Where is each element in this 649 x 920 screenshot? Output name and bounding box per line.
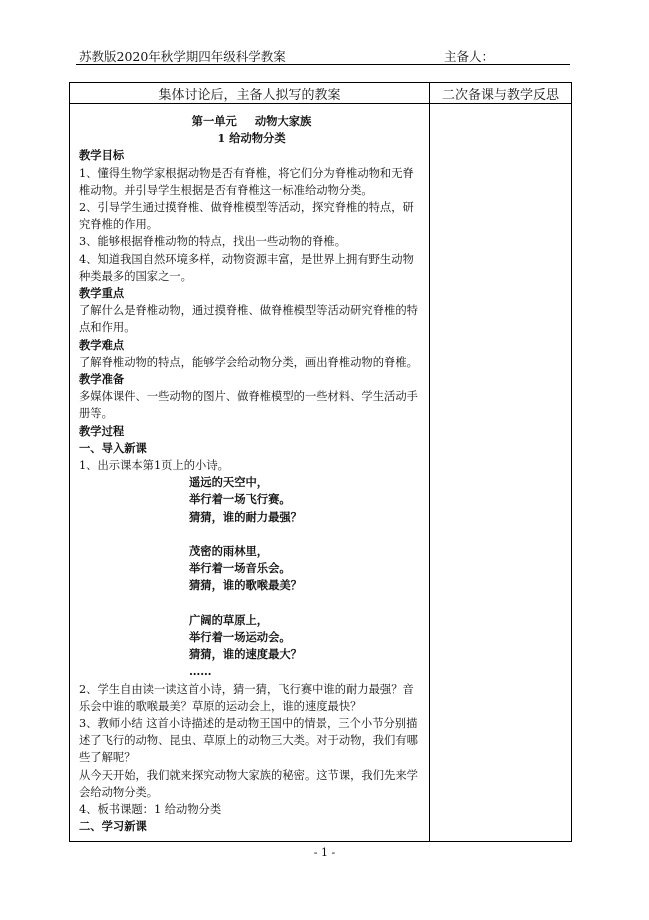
- column-header-reflection: 二次备课与教学反思: [430, 83, 572, 104]
- step-4: 4、板书课题：1 给动物分类: [79, 803, 222, 817]
- goal-item: 3、能够根据脊椎动物的特点，找出一些动物的脊椎。: [79, 235, 347, 249]
- poem-line: 广阔的草原上，: [189, 612, 269, 627]
- preparation-text: 多媒体课件、一些动物的图片、做脊椎模型的一些材料、学生活动手册等。: [79, 390, 418, 421]
- key-points-heading: 教学重点: [79, 286, 125, 301]
- goal-item: 1、懂得生物学家根据动物是否有脊椎，将它们分为脊椎动物和无脊椎动物。并引导学生根据是否有脊椎这一标准给动物分类。: [79, 166, 414, 197]
- lesson-plan-cell: [70, 104, 430, 842]
- poem-line: 猜猜，谁的歌喉最美？: [189, 578, 302, 593]
- goal-item: 2、引导学生通过摸脊椎、做脊椎模型等活动，探究脊椎的特点，研究脊椎的作用。: [79, 201, 414, 232]
- preparer-label: 主备人：: [444, 49, 495, 64]
- step-3: 3、教师小结 这首小诗描述的是动物王国中的情景，三个小节分别描述了飞行的动物、昆虫、草原上的动物三大类。对于动物，我们有哪些了解呢？: [79, 717, 418, 765]
- key-points-text: 了解什么是脊椎动物，通过摸脊椎、做脊椎模型等活动研究脊椎的特点和作用。: [79, 304, 418, 335]
- lesson-title: 1 给动物分类: [217, 131, 286, 146]
- unit-name: 动物大家族: [254, 114, 312, 128]
- page-number: - 1 -: [313, 846, 336, 859]
- poem-line: 举行着一场飞行赛。: [189, 492, 291, 507]
- goals-heading: 教学目标: [79, 148, 125, 163]
- unit-number: 第一单元: [191, 114, 237, 128]
- header-rule: [76, 64, 570, 65]
- document-title: 苏教版2020年秋学期四年级科学教案: [79, 49, 286, 64]
- difficulty-text: 了解脊椎动物的特点，能够学会给动物分类，画出脊椎动物的脊椎。: [79, 355, 418, 369]
- poem-line: 举行着一场音乐会。: [189, 561, 291, 576]
- column-header-lesson-plan: 集体讨论后，主备人拟写的教案: [70, 83, 430, 104]
- part2-heading: 二、学习新课: [79, 819, 147, 834]
- poem-line: 遥远的天空中，: [189, 475, 269, 490]
- lesson-plan-table: [69, 82, 572, 842]
- unit-title-line: [79, 113, 424, 130]
- step-1: 1、出示课本第1页上的小诗。: [79, 459, 229, 473]
- poem-line: 猜猜，谁的耐力最强？: [189, 509, 302, 524]
- poem-line: 举行着一场运动会。: [189, 630, 291, 645]
- step-2: 2、学生自由读一读这首小诗，猜一猜，飞行赛中谁的耐力最强？音乐会中谁的歌喉最美？草原的运动会上，谁的速度最快？: [79, 682, 414, 713]
- poem-ellipsis: ……: [189, 664, 212, 679]
- preparation-heading: 教学准备: [79, 372, 125, 387]
- difficulty-heading: 教学难点: [79, 337, 125, 352]
- poem: [79, 474, 424, 680]
- step-3-continued: 从今天开始，我们就来探究动物大家族的秘密。这节课，我们先来学会给动物分类。: [79, 768, 418, 799]
- poem-line: 猜猜，谁的速度最大？: [189, 647, 302, 662]
- part1-heading: 一、导入新课: [79, 440, 147, 455]
- reflection-cell: [430, 104, 572, 842]
- poem-line: 茂密的雨林里，: [189, 544, 269, 559]
- goal-item: 4、知道我国自然环境多样，动物资源丰富，是世界上拥有野生动物种类最多的国家之一。: [79, 252, 414, 283]
- process-heading: 教学过程: [79, 423, 125, 438]
